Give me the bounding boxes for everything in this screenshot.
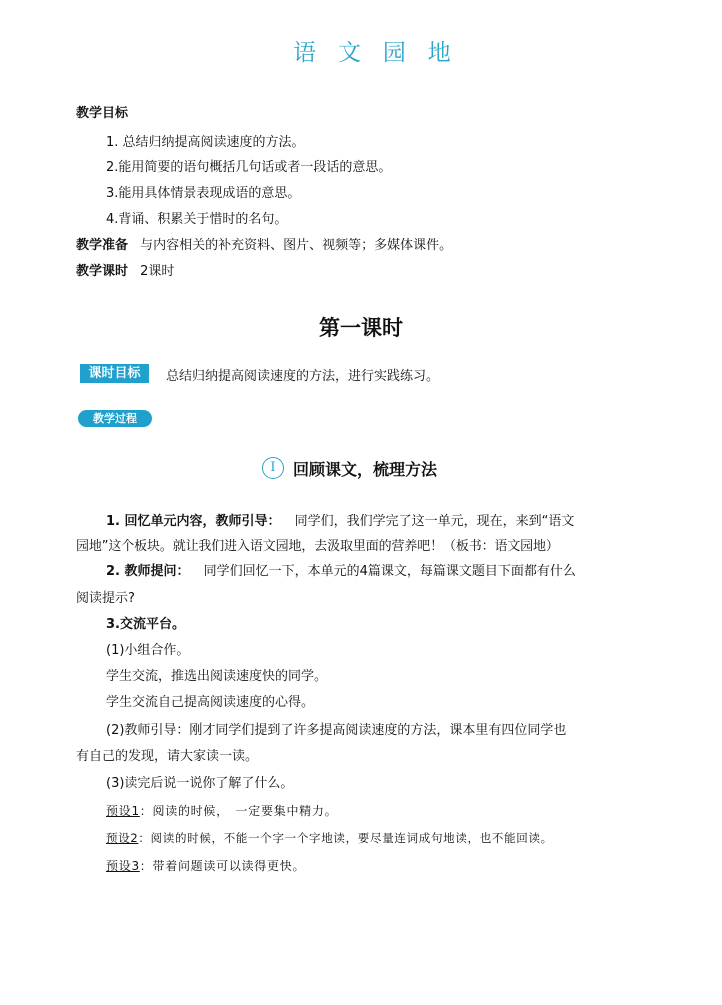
step-2-line	[106, 563, 576, 581]
preset-text: ：带着问题读可以读得更快。	[139, 859, 306, 873]
paragraph: (1)小组合作。	[106, 643, 190, 658]
goals-heading: 教学目标	[76, 106, 129, 121]
step-1-label: 1. 回忆单元内容，教师引导：	[106, 514, 281, 529]
preset-text: ：阅读的时候，不能一个字一个字地读，要尽量连词成句地读，也不能回读。	[138, 831, 553, 845]
step-1-text-cont: 园地”这个板块。就让我们进入语文园地，去汲取里面的营养吧！（板书：语文园地）	[76, 539, 559, 554]
goal-item: 2.能用简要的语句概括几句话或者一段话的意思。	[106, 160, 392, 175]
paragraph: 学生交流，推选出阅读速度快的同学。	[106, 669, 328, 684]
step-3-label: 3.交流平台。	[106, 617, 185, 632]
goal-item: 1. 总结归纳提高阅读速度的方法。	[106, 135, 305, 150]
periods-label: 教学课时	[76, 264, 129, 279]
preset-line	[106, 802, 337, 819]
section-title: 回顾课文，梳理方法	[293, 460, 438, 479]
preset-label: 预设1	[106, 804, 140, 818]
paragraph: (2)教师引导：刚才同学们提到了许多提高阅读速度的方法，课本里有四位同学也	[106, 723, 567, 738]
prep-line	[76, 237, 452, 255]
paragraph: (3)读完后说一说你了解了什么。	[106, 776, 294, 791]
goal-item: 4.背诵、积累关于惜时的名句。	[106, 212, 288, 227]
lesson-goal-tag: 课时目标	[80, 364, 149, 383]
step-2-label: 2. 教师提问：	[106, 564, 190, 579]
preset-label: 预设2	[106, 831, 139, 845]
paragraph: 有自己的发现，请大家读一读。	[76, 749, 259, 764]
preset-line	[106, 857, 305, 874]
process-tag: 教学过程	[78, 410, 152, 427]
periods-text: 2课时	[140, 264, 175, 279]
step-1-line	[106, 513, 574, 531]
page-title: 语文园地	[293, 40, 473, 66]
preset-line	[106, 830, 553, 846]
lesson-title: 第一课时	[319, 315, 403, 340]
goal-item: 3.能用具体情景表现成语的意思。	[106, 186, 301, 201]
lesson-goal-text: 总结归纳提高阅读速度的方法，进行实践练习。	[166, 369, 440, 384]
prep-label: 教学准备	[76, 238, 129, 253]
step-2-text: 同学们回忆一下，本单元的4篇课文，每篇课文题目下面都有什么	[203, 564, 576, 579]
preset-label: 预设3	[106, 859, 140, 873]
step-2-text-cont: 阅读提示?	[76, 591, 135, 606]
preset-text: ：阅读的时候， 一定要集中精力。	[139, 804, 338, 818]
section-number-badge: I	[262, 457, 284, 479]
step-1-text: 同学们，我们学完了这一单元，现在，来到“语文	[294, 514, 575, 529]
prep-text: 与内容相关的补充资料、图片、视频等；多媒体课件。	[140, 238, 453, 253]
periods-line	[76, 263, 174, 281]
paragraph: 学生交流自己提高阅读速度的心得。	[106, 695, 315, 710]
